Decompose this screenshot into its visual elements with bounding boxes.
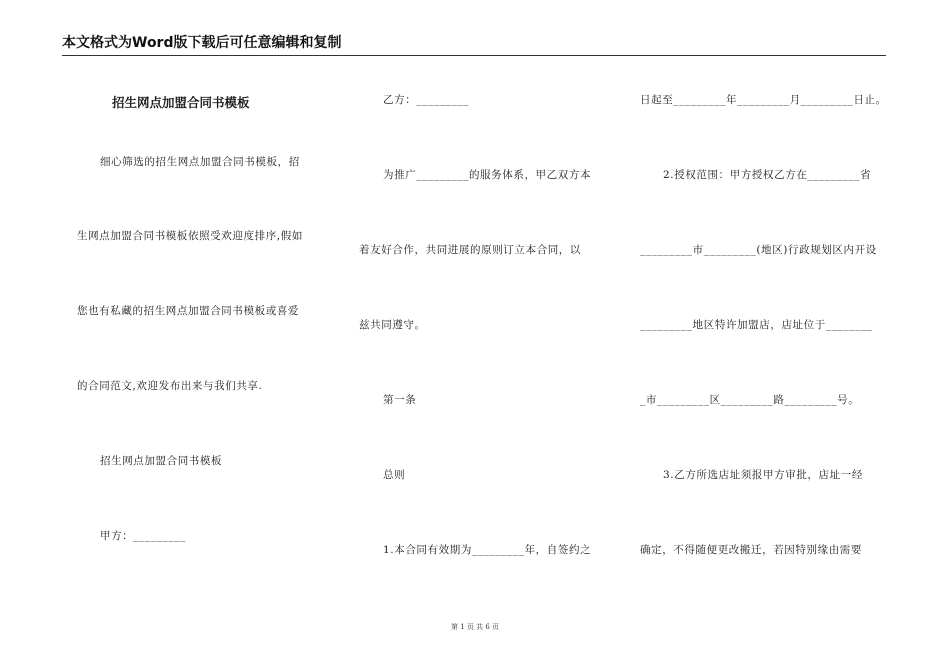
paragraph-line: 第一条 [383, 394, 417, 406]
paragraph-line: 总则 [383, 469, 406, 481]
paragraph-line: _________市_________(地区)行政规划区内开设 [640, 244, 877, 256]
paragraph-line: _________地区特许加盟店，店址位于________ [640, 319, 873, 331]
paragraph-line: 乙方：_________ [383, 94, 469, 106]
paragraph-line: 日起至_________年_________月_________日止。 [640, 94, 887, 106]
paragraph-line: 细心筛选的招生网点加盟合同书模板，招 [100, 156, 300, 168]
document-title: 招生网点加盟合同书模板 [112, 95, 250, 110]
paragraph-line: 为推广_________的服务体系，甲乙双方本 [383, 169, 592, 181]
paragraph-line: 确定，不得随便更改搬迁，若因特别缘由需要 [640, 544, 862, 556]
page-number: 第 1 页 共 6 页 [450, 623, 500, 631]
paragraph-line: 招生网点加盟合同书模板 [100, 455, 223, 467]
paragraph-line: 甲方：_________ [100, 530, 186, 542]
paragraph-line: 1.本合同有效期为_________年，自签约之 [383, 544, 592, 556]
document-banner: 本文格式为Word版下载后可任意编辑和复制 [62, 34, 886, 56]
paragraph-line: 您也有私藏的招生网点加盟合同书模板或喜爱 [77, 305, 299, 317]
paragraph-line: 3.乙方所选店址须报甲方审批，店址一经 [663, 469, 863, 481]
paragraph-line: 的合同范文,欢迎发布出来与我们共享. [77, 380, 263, 392]
paragraph-line: 兹共同遵守。 [359, 319, 426, 331]
paragraph-line: 2.授权范围：甲方授权乙方在_________省 [663, 169, 872, 181]
paragraph-line: _市_________区_________路_________号。 [640, 394, 860, 406]
paragraph-line: 着友好合作，共同进展的原则订立本合同，以 [359, 244, 581, 256]
paragraph-line: 生网点加盟合同书模板依照受欢迎度排序,假如 [77, 230, 303, 242]
